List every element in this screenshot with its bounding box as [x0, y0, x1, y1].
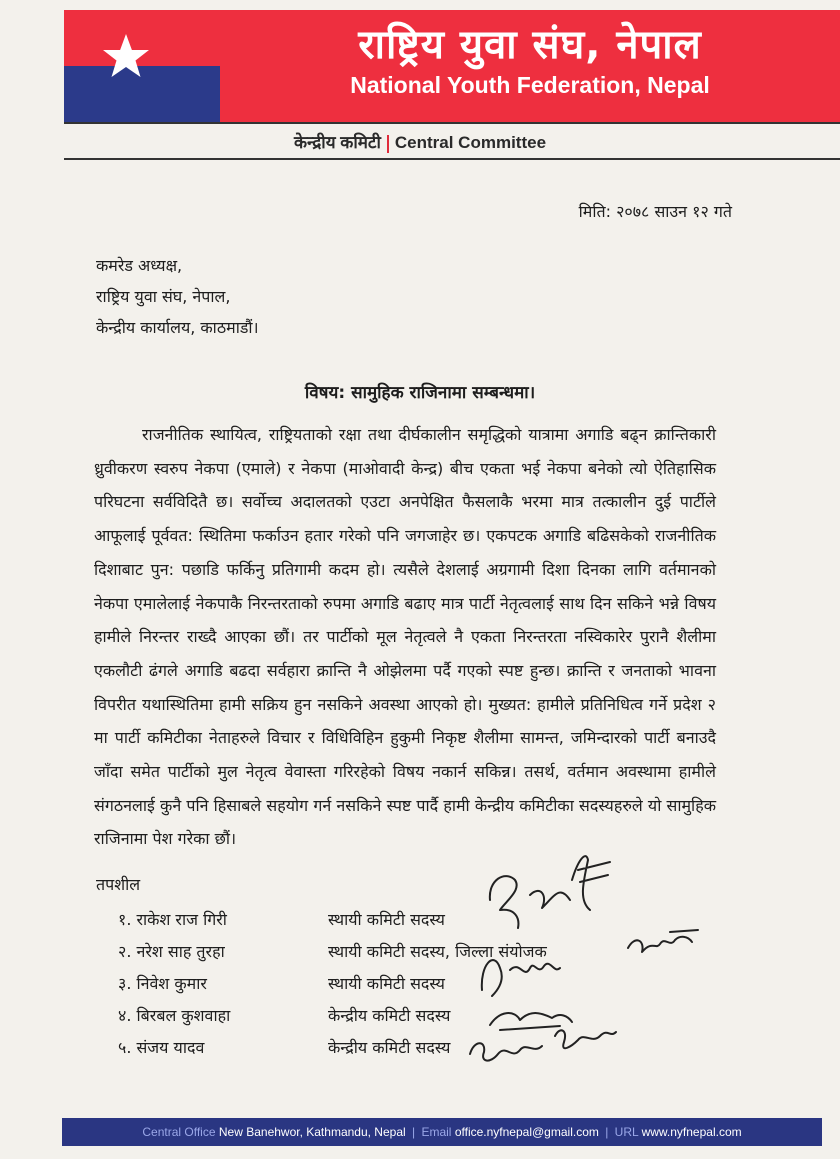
- recipient-address: [96, 250, 259, 343]
- letter-subject: विषय: सामुहिक राजिनामा सम्बन्धमा।: [304, 383, 536, 403]
- handwritten-signatures: [460, 840, 720, 1070]
- committee-nepali: केन्द्रीय कमिटी: [293, 133, 381, 152]
- signatory-name: १. राकेश राज गिरी: [118, 910, 227, 929]
- header-banner: [220, 10, 840, 122]
- signatory-name: ३. निवेश कुमार: [118, 974, 207, 993]
- signatory-role: केन्द्रीय कमिटी सदस्य: [328, 1006, 451, 1025]
- signature-4: [490, 1013, 572, 1030]
- divider: [64, 158, 840, 160]
- org-name-nepali: राष्ट्रिय युवा संघ, नेपाल: [358, 22, 702, 68]
- address-line: केन्द्रीय कार्यालय, काठमाडौं।: [96, 318, 259, 337]
- separator: [387, 135, 389, 153]
- signatory-role: स्थायी कमिटी सदस्य: [328, 974, 445, 993]
- address-line: कमरेड अध्यक्ष,: [96, 256, 183, 275]
- party-flag-logo: [64, 10, 220, 122]
- org-name-english: National Youth Federation, Nepal: [350, 72, 710, 98]
- footer-bar: [62, 1118, 822, 1146]
- signatory-name: ४. बिरबल कुशवाहा: [118, 1006, 231, 1025]
- signature-1: [490, 856, 610, 928]
- footer-url-label: URL: [614, 1125, 639, 1139]
- separator: |: [605, 1125, 609, 1139]
- separator: |: [412, 1125, 416, 1139]
- footer-office: New Banehwor, Kathmandu, Nepal: [218, 1125, 406, 1139]
- letter-body: राजनीतिक स्थायित्व, राष्ट्रियताको रक्षा तथा दीर्घकालीन समृद्धिको यात्रामा अगाडि बढ्न क्रान्तिकारी ध्रुवीकरण स्वरुप नेकपा (एमाले) र नेकपा (माओवादी केन्द्र) बीच एकता भई नेकपा बनेको त्यो ऐतिहासिक परिघटना सर्वविदितै छ। सर्वोच्च अदालतको एउटा अनपेक्षित फैसलाकै भरमा मात्र तत्कालीन दुई पार्टीले आफूलाई पूर्ववत: स्थितिमा फर्काउन हतार गरेको पनि जगजाहेर छ। एकपटक अगाडि बढिसकेको राजनीतिक दिशाबाट पुन: पछाडि फर्किनु प्रतिगामी कदम हो। त्यसैले देशलाई अग्रगामी दिशा दिनका लागि वर्तमानको नेकपा एमालेलाई नेकपाकै निरन्तरताको रुपमा अगाडि बढाए मात्र पार्टी नेतृत्वलाई साथ दिन सकिने भन्ने विषय हामीले निरन्तर राख्दै आएका छौं। तर पार्टीको मूल नेतृत्वले नै एकता निरन्तरता नस्विकारेर पुरानै शैलीमा एकलौटी ढंगले अगाडि बढदा सर्वहारा क्रान्ति नै ओझेलमा पर्दै गएको स्पष्ट हुन्छ। क्रान्ति र जनताको भावना विपरीत यथास्थितिमा हामी सक्रिय हुन नसकिने अवस्था आएको हो। मुख्यत: हामीले प्रतिनिधित्व गर्ने प्रदेश २ मा पार्टी कमिटीका नेताहरुले विचार र विधिविहिन हुकुमी निकृष्ट शैलीमा सामन्त, जमिन्दारको पार्टी बनाउदै जाँदा समेत पार्टीको मुल नेतृत्व वेवास्ता गरिरहेको विषय नकार्न सकिन्न। तसर्थ, वर्तमान अवस्थामा हामीले संगठनलाई कुनै पनि हिसाबले सहयोग गर्न नसकिने स्पष्ट पार्दै हामी केन्द्रीय कमिटीका सदस्यहरुले यो सामुहिक राजिनामा पेश गरेका छौं।: [94, 425, 716, 849]
- footer-office-label: Central Office: [142, 1125, 216, 1139]
- signatory-role: स्थायी कमिटी सदस्य, जिल्ला संयोजक: [328, 942, 547, 961]
- signature-3: [482, 960, 560, 996]
- address-line: राष्ट्रिय युवा संघ, नेपाल,: [96, 287, 231, 306]
- footer-url: www.nyfnepal.com: [641, 1125, 742, 1139]
- committee-english: Central Committee: [394, 133, 547, 152]
- signature-2: [628, 930, 698, 952]
- signatory-role: स्थायी कमिटी सदस्य: [328, 910, 445, 929]
- signatory-role: केन्द्रीय कमिटी सदस्य: [328, 1038, 451, 1057]
- committee-line: [0, 130, 840, 153]
- signatory-name: २. नरेश साह तुरहा: [118, 942, 225, 961]
- footer-email: office.nyfnepal@gmail.com: [454, 1125, 599, 1139]
- divider: [64, 122, 840, 124]
- footer-email-label: Email: [421, 1125, 452, 1139]
- signature-5: [470, 1030, 616, 1060]
- letter-date: मिति: २०७८ साउन १२ गते: [578, 202, 732, 221]
- signatory-name: ५. संजय यादव: [118, 1038, 205, 1057]
- list-title: तपशील: [96, 875, 141, 894]
